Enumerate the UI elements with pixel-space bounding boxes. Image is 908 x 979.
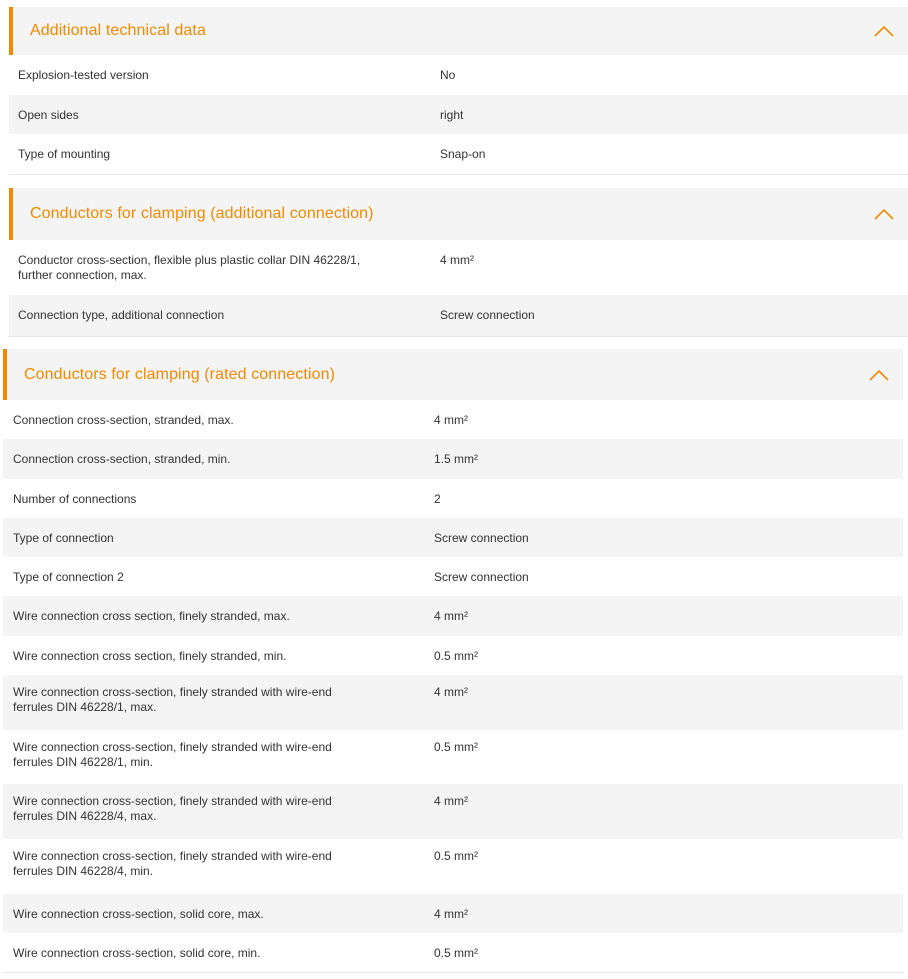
section-title: Conductors for clamping (additional connection) xyxy=(30,205,374,222)
row-label: Number of connections xyxy=(13,491,137,506)
row-value: 0.5 mm² xyxy=(434,849,479,864)
table-row xyxy=(3,439,903,478)
row-value: 0.5 mm² xyxy=(434,648,479,663)
row-value: Screw connection xyxy=(440,308,535,322)
row-label xyxy=(9,253,440,283)
row-label-line: Wire connection cross-section, finely stranded with wire-end xyxy=(13,685,332,700)
table-row xyxy=(3,784,903,839)
table-row xyxy=(3,518,903,557)
section-title: Conductors for clamping (rated connection) xyxy=(24,365,336,383)
row-label xyxy=(3,685,434,715)
section-conductors-additional-connection xyxy=(9,188,908,337)
table-row xyxy=(9,95,908,135)
table-row xyxy=(3,479,903,518)
row-value: 1.5 mm² xyxy=(434,452,479,467)
row-label: Wire connection cross-section, solid core, min. xyxy=(13,946,261,961)
row-label: Connection type, additional connection xyxy=(18,308,225,322)
row-label-line: ferrules DIN 46228/1, min. xyxy=(13,754,154,769)
section-additional-technical-data xyxy=(9,7,908,175)
row-value: Snap-on xyxy=(440,147,486,161)
row-label: Type of connection 2 xyxy=(13,570,124,585)
row-label: Wire connection cross section, finely stranded, max. xyxy=(13,609,290,624)
row-label: Type of connection xyxy=(13,530,114,545)
row-value: 2 xyxy=(434,491,441,506)
row-label-line: ferrules DIN 46228/4, max. xyxy=(13,809,157,824)
table-row xyxy=(3,636,903,675)
row-label-line: Conductor cross-section, flexible plus plastic collar DIN 46228/1, xyxy=(18,253,361,267)
row-label: Wire connection cross section, finely stranded, min. xyxy=(13,648,287,663)
row-label: Wire connection cross-section, solid core, max. xyxy=(13,906,264,921)
row-value: right xyxy=(440,107,464,122)
table-row xyxy=(9,240,908,295)
row-label: Explosion-tested version xyxy=(18,68,149,82)
table-row xyxy=(3,730,903,785)
chevron-up-icon[interactable] xyxy=(872,19,896,43)
table-row xyxy=(3,839,903,894)
row-label-line: ferrules DIN 46228/4, min. xyxy=(13,864,154,879)
row-label-line: Wire connection cross-section, finely stranded with wire-end xyxy=(13,794,332,809)
table-row xyxy=(3,894,903,933)
chevron-up-icon[interactable] xyxy=(872,202,896,226)
row-value: Screw connection xyxy=(434,530,529,545)
table-row xyxy=(3,400,903,439)
row-value: No xyxy=(440,68,456,82)
row-label: Type of mounting xyxy=(18,147,111,161)
row-label-line: Wire connection cross-section, finely stranded with wire-end xyxy=(13,849,332,864)
row-value: Screw connection xyxy=(434,570,529,585)
row-value: 4 mm² xyxy=(434,794,468,809)
row-value: 0.5 mm² xyxy=(434,739,479,754)
section-conductors-rated-connection xyxy=(3,349,903,973)
table-row xyxy=(3,933,903,972)
section-header-additional-technical-data[interactable] xyxy=(9,7,908,55)
row-label-line: further connection, max. xyxy=(18,268,147,282)
table-row xyxy=(3,675,903,730)
row-value: 4 mm² xyxy=(434,609,468,624)
row-label: Connection cross-section, stranded, max. xyxy=(13,413,234,427)
row-value: 4 mm² xyxy=(440,253,474,267)
row-label xyxy=(3,740,434,770)
table-row xyxy=(9,295,908,336)
section-title: Additional technical data xyxy=(30,22,206,39)
row-value: 0.5 mm² xyxy=(434,946,479,961)
row-value: 4 mm² xyxy=(434,685,468,700)
row-label xyxy=(3,794,434,824)
chevron-up-icon[interactable] xyxy=(867,363,891,387)
row-label-line: ferrules DIN 46228/1, max. xyxy=(13,700,157,715)
row-label-line: Wire connection cross-section, finely stranded with wire-end xyxy=(13,739,332,754)
table-row xyxy=(3,596,903,635)
table-row xyxy=(9,134,908,174)
row-value: 4 mm² xyxy=(434,906,468,921)
table-row xyxy=(3,557,903,596)
row-label: Connection cross-section, stranded, min. xyxy=(13,452,231,467)
row-value: 4 mm² xyxy=(434,413,468,427)
row-label: Open sides xyxy=(18,107,79,122)
section-header-conductors-rated-connection[interactable] xyxy=(3,349,903,400)
section-header-conductors-additional-connection[interactable] xyxy=(9,188,908,240)
row-label xyxy=(3,849,434,879)
table-row xyxy=(9,55,908,95)
